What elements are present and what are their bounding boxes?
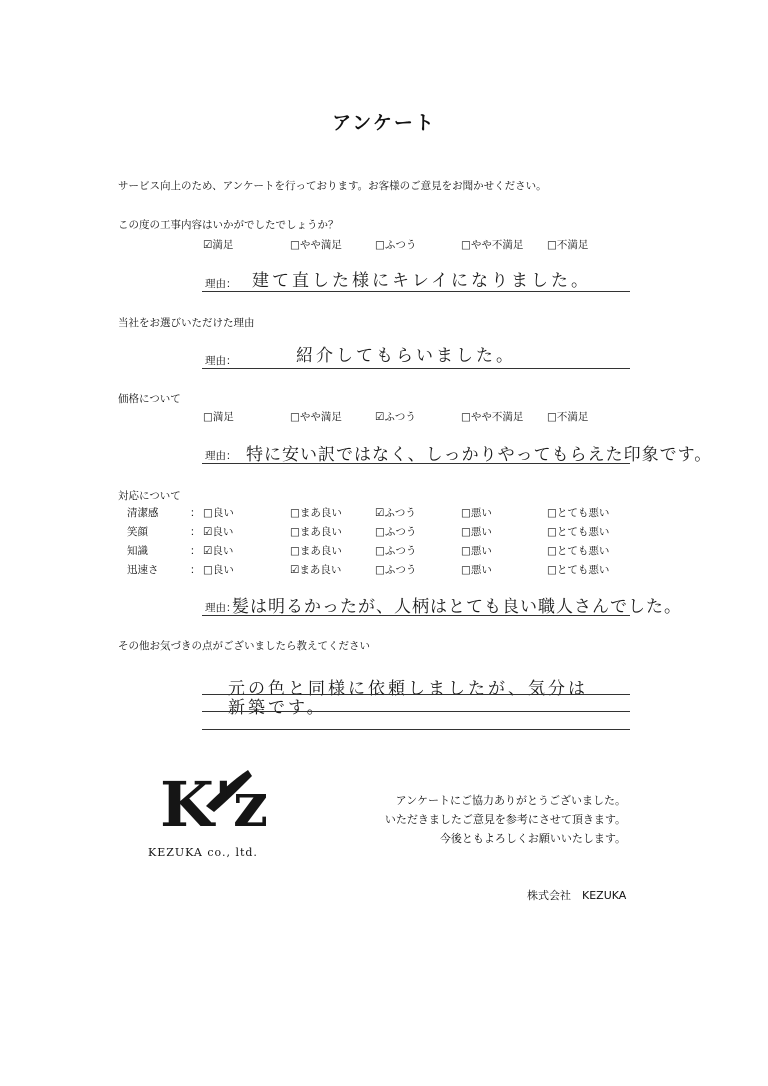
- q1-option-neutral[interactable]: □ふつう: [375, 239, 417, 251]
- q3-option-satisfied[interactable]: □満足: [203, 411, 234, 423]
- logo-mark: K'z: [160, 768, 269, 841]
- q3-option-somewhat-dissatisfied[interactable]: □やや不満足: [461, 411, 524, 423]
- q3-option-somewhat-satisfied[interactable]: □やや満足: [290, 411, 342, 423]
- q4-smile-bad[interactable]: □悪い: [461, 526, 492, 538]
- q4-reason-label: 理由：: [205, 602, 237, 614]
- thanks-line-2: いただきましたご意見を参考にさせて頂きます。: [384, 813, 626, 826]
- thanks-line-3: 今後ともよろしくお願いいたします。: [439, 832, 626, 845]
- q4-cleanliness-bad[interactable]: □悪い: [461, 507, 492, 519]
- q5-line-1-handwritten[interactable]: 元の色と同様に依頼しましたが、気分は: [228, 679, 588, 699]
- q5-line-2: [202, 711, 630, 712]
- q3-reason-label: 理由：: [205, 450, 237, 462]
- q4-speed-neutral[interactable]: □ふつう: [375, 564, 417, 576]
- q4-smile-neutral[interactable]: □ふつう: [375, 526, 417, 538]
- q4-knowledge-neutral[interactable]: □ふつう: [375, 545, 417, 557]
- q4-smile-good[interactable]: ☑良い: [203, 526, 234, 538]
- q4-cleanliness-fairly-good[interactable]: □まあ良い: [290, 507, 342, 519]
- q1-option-somewhat-satisfied[interactable]: □やや満足: [290, 239, 342, 251]
- q4-row-label-speed: 迅速さ: [127, 564, 159, 576]
- page-title: アンケート: [332, 112, 436, 134]
- logo-company-name: KEZUKA co., ltd.: [148, 846, 258, 859]
- thanks-line-1: アンケートにご協力ありがとうございました。: [395, 794, 626, 807]
- q3-reason-handwritten[interactable]: 特に安い訳ではなく、しっかりやってもらえた印象です。: [246, 445, 713, 465]
- q5-question: その他お気づきの点がございましたら教えてください: [118, 640, 370, 652]
- q4-question: 対応について: [118, 490, 181, 502]
- q2-reason-label: 理由：: [205, 355, 237, 367]
- q4-speed-very-bad[interactable]: □とても悪い: [547, 564, 610, 576]
- q4-cleanliness-good[interactable]: □良い: [203, 507, 234, 519]
- q1-reason-label: 理由：: [205, 278, 237, 290]
- q4-row-colon: ：: [190, 564, 201, 576]
- q1-reason-line: [202, 291, 630, 292]
- q3-question: 価格について: [118, 393, 181, 405]
- q4-reason-line: [202, 615, 630, 616]
- q4-smile-very-bad[interactable]: □とても悪い: [547, 526, 610, 538]
- q4-knowledge-bad[interactable]: □悪い: [461, 545, 492, 557]
- q4-knowledge-fairly-good[interactable]: □まあ良い: [290, 545, 342, 557]
- q2-reason-handwritten[interactable]: 紹介してもらいました。: [296, 346, 516, 366]
- q4-cleanliness-very-bad[interactable]: □とても悪い: [547, 507, 610, 519]
- company-name: 株式会社 KEZUKA: [527, 889, 627, 902]
- q4-knowledge-very-bad[interactable]: □とても悪い: [547, 545, 610, 557]
- q4-row-label-smile: 笑顔: [127, 526, 148, 538]
- q3-reason-line: [202, 463, 630, 464]
- q2-reason-line: [202, 368, 630, 369]
- q4-reason-handwritten[interactable]: 髪は明るかったが、人柄はとても良い職人さんでした。: [232, 597, 682, 617]
- q4-speed-bad[interactable]: □悪い: [461, 564, 492, 576]
- q4-speed-fairly-good[interactable]: ☑まあ良い: [290, 564, 342, 576]
- q1-reason-handwritten[interactable]: 建て直した様にキレイになりました。: [252, 271, 591, 291]
- q4-row-colon: ：: [190, 507, 201, 519]
- q5-line-3: [202, 729, 630, 730]
- q1-option-dissatisfied[interactable]: □不満足: [547, 239, 589, 251]
- q1-option-satisfied[interactable]: ☑満足: [203, 239, 234, 251]
- q4-smile-fairly-good[interactable]: □まあ良い: [290, 526, 342, 538]
- q4-knowledge-good[interactable]: ☑良い: [203, 545, 234, 557]
- q4-row-colon: ：: [190, 526, 201, 538]
- q4-row-label-knowledge: 知識: [127, 545, 148, 557]
- kezuka-logo: [148, 766, 278, 866]
- q5-line-2-handwritten[interactable]: 新築です。: [228, 698, 327, 718]
- q3-option-dissatisfied[interactable]: □不満足: [547, 411, 589, 423]
- q2-question: 当社をお選びいただけた理由: [118, 317, 255, 329]
- q4-row-colon: ：: [190, 545, 201, 557]
- q1-option-somewhat-dissatisfied[interactable]: □やや不満足: [461, 239, 524, 251]
- q4-row-label-cleanliness: 清潔感: [127, 507, 159, 519]
- q1-question: この度の工事内容はいかがでしたでしょうか？: [118, 219, 339, 231]
- q4-speed-good[interactable]: □良い: [203, 564, 234, 576]
- q3-option-neutral[interactable]: ☑ふつう: [375, 411, 416, 423]
- q4-cleanliness-neutral[interactable]: ☑ふつう: [375, 507, 416, 519]
- intro-text: サービス向上のため、アンケートを行っております。お客様のご意見をお聞かせください。: [118, 180, 547, 192]
